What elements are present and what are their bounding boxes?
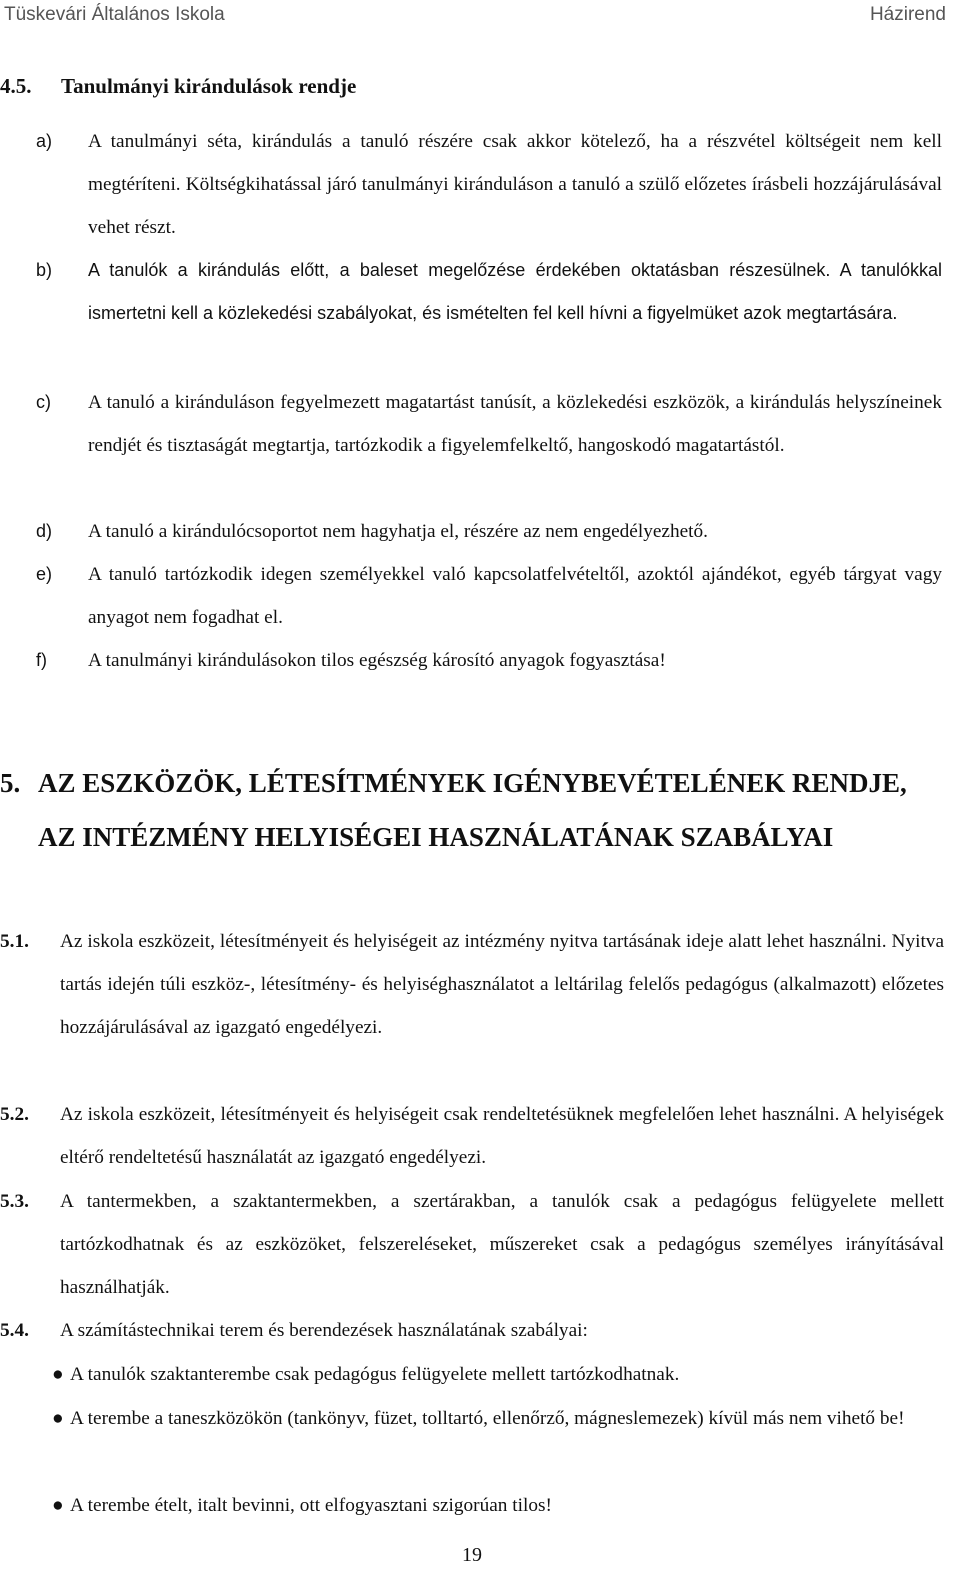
list-item-c xyxy=(36,381,942,467)
section-5-title: AZ ESZKÖZÖK, LÉTESÍTMÉNYEK IGÉNYBEVÉTELÉNEK RENDJE, AZ INTÉZMÉNY HELYISÉGEI HASZNÁLATÁNAK SZABÁLYAI xyxy=(38,768,907,852)
list-item-f xyxy=(36,639,942,682)
list-item-label: b) xyxy=(36,260,53,280)
section-4-5-title: Tanulmányi kirándulások rendje xyxy=(61,74,357,98)
subsection-5-3 xyxy=(0,1180,944,1309)
bullet-text: A terembe ételt, italt bevinni, ott elfogyasztani szigorúan tilos! xyxy=(70,1495,552,1516)
subsection-number: 5.4. xyxy=(0,1320,29,1341)
bullet-icon: ● xyxy=(52,1495,64,1516)
list-item-d xyxy=(36,510,942,553)
subsection-5-4 xyxy=(0,1309,944,1352)
section-5-number: 5. xyxy=(0,768,21,798)
subsection-text: Az iskola eszközeit, létesítményeit és helyiségeit csak rendeltetésüknek megfelelően lehet használni. A helyiségek eltérő rendeltetésű használatát az igazgató engedélyezi. xyxy=(60,1104,944,1168)
subsection-number: 5.1. xyxy=(0,931,29,952)
list-item-text: A tanuló tartózkodik idegen személyekkel való kapcsolatfelvételtől, azoktól ajándékot, egyéb tárgyat vagy anyagot nem fogadhat el. xyxy=(88,564,942,628)
subsection-number: 5.2. xyxy=(0,1104,29,1125)
list-item-text: A tanuló a kiránduláson fegyelmezett magatartást tanúsít, a közlekedési eszközök, a kirándulás helyszíneinek rendjét és tisztaságát megtartja, tartózkodik a figyelemfelkeltő, hangoskodó magatartástól. xyxy=(88,392,942,456)
list-item-text: A tanuló a kirándulócsoportot nem hagyhatja el, részére az nem engedélyezhető. xyxy=(88,521,708,542)
section-5-heading xyxy=(0,756,940,864)
page-header xyxy=(0,0,960,28)
list-item-text: A tanulók a kirándulás előtt, a baleset megelőzése érdekében oktatásban részesülnek. A tanulókkal ismertetni kell a közlekedési szabályokat, és ismételten fel kell hívni a figyelmüket azok megtartására. xyxy=(88,260,942,323)
list-item-b xyxy=(36,249,942,335)
subsection-number: 5.3. xyxy=(0,1191,29,1212)
page-number: 19 xyxy=(462,1544,482,1566)
subsection-5-1 xyxy=(0,920,944,1049)
list-item-label: e) xyxy=(36,564,53,584)
bullet-item xyxy=(52,1484,942,1527)
bullet-text: A tanulók szaktanterembe csak pedagógus felügyelete mellett tartózkodhatnak. xyxy=(70,1364,680,1385)
bullet-item xyxy=(52,1397,942,1440)
list-item-text: A tanulmányi séta, kirándulás a tanuló részére csak akkor kötelező, ha a részvétel költségeit nem kell megtéríteni. Költségkihatással járó tanulmányi kiránduláson a tanuló a szülő előzetes írásbeli hozzájárulásával vehet részt. xyxy=(88,131,942,238)
subsection-text: A számítástechnikai terem és berendezések használatának szabályai: xyxy=(60,1320,588,1341)
list-item-a xyxy=(36,120,942,249)
bullet-item xyxy=(52,1353,942,1396)
list-item-text: A tanulmányi kirándulásokon tilos egészség károsító anyagok fogyasztása! xyxy=(88,650,666,671)
header-school-name: Tüskevári Általános Iskola xyxy=(4,4,225,25)
list-item-label: a) xyxy=(36,131,53,151)
subsection-text: A tantermekben, a szaktantermekben, a szertárakban, a tanulók csak a pedagógus felügyelete mellett tartózkodhatnak és az eszközöket, felszereléseket, műszereket csak a pedagógus személyes irányításával használhatják. xyxy=(60,1191,944,1298)
bullet-text: A terembe a taneszközökön (tankönyv, füzet, tolltartó, ellenőrző, mágneslemezek) kívül más nem vihető be! xyxy=(70,1408,905,1429)
subsection-5-2 xyxy=(0,1093,944,1179)
list-item-e xyxy=(36,553,942,639)
list-item-label: d) xyxy=(36,521,53,541)
section-4-5-number: 4.5. xyxy=(0,74,32,98)
subsection-text: Az iskola eszközeit, létesítményeit és helyiségeit az intézmény nyitva tartásának ideje alatt lehet használni. Nyitva tartás idején túli eszköz-, létesítmény- és helyiséghasználatot a leltárilag felelős pedagógus (alkalmazott) előzetes hozzájárulásával az igazgató engedélyezi. xyxy=(60,931,944,1038)
bullet-icon: ● xyxy=(52,1364,64,1385)
list-item-label: c) xyxy=(36,392,51,412)
list-item-label: f) xyxy=(36,650,47,670)
bullet-icon: ● xyxy=(52,1408,64,1429)
header-document-name: Házirend xyxy=(869,4,946,25)
